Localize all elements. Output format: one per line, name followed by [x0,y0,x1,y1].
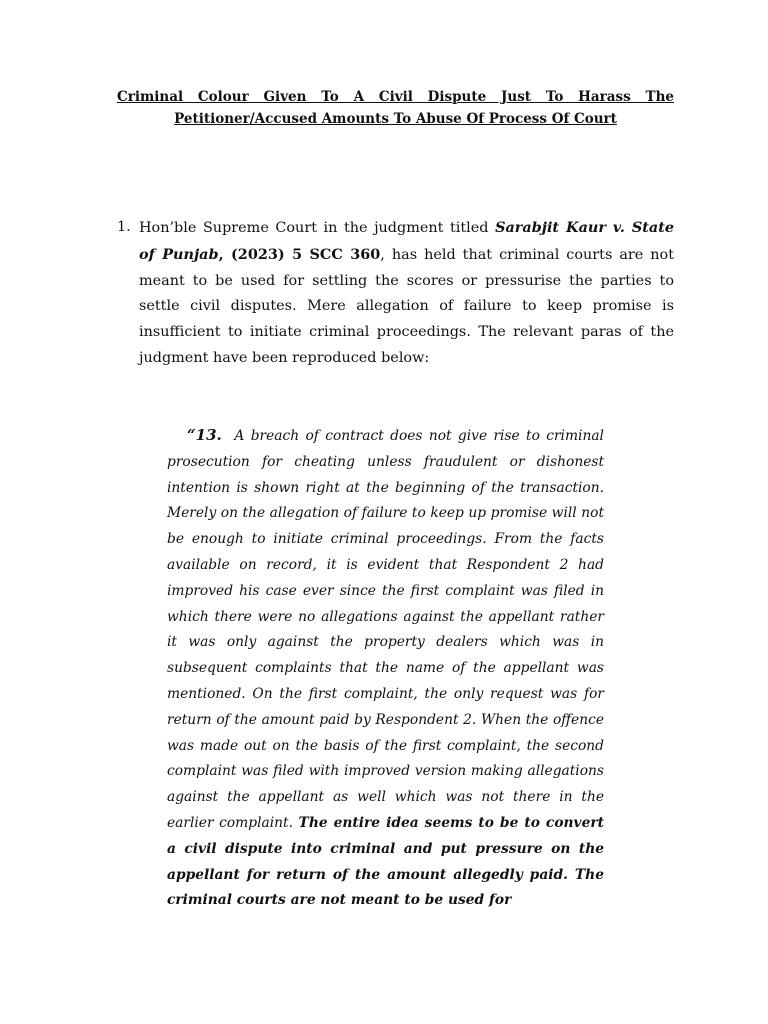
paragraph-body: , has held that criminal courts are not meant to be used for settling the scores or pressurise the parties to settle civil disputes. Mere allegation of failure to keep promise is insufficient to initiate criminal proceedings. The relevant paras of the judgment have been reproduced below: [139,246,674,366]
case-citation: (2023) 5 SCC 360 [231,245,381,263]
paragraph-text [139,215,674,372]
quote-para-number [187,426,222,444]
quote-text: A breach of contract does not give rise to criminal prosecution for cheating unless fraudulent or dishonest intention is shown right at the beginning of the transaction. Merely on the allegation of failure to keep up promise will not be enough to initiate criminal proceedings. From the facts available on record, it is evident that Respondent 2 had improved his case ever since the first complaint was filed in which there were no allegations against the appellant rather it was only against the property dealers which was in subsequent complaints that the name of the appellant was mentioned. On the first complaint, the only request was for return of the amount paid by Respondent 2. When the offence was made out on the basis of the first complaint, the second complaint was filed with improved version making allegations against the appellant as well which was not there in the earlier complaint. [167,428,604,831]
document-heading [117,86,674,130]
numbered-paragraph-1 [117,215,674,372]
paragraph-number: 1. [117,219,131,235]
quote-para-number-text: “13. [187,426,222,444]
case-name: Sarabjit Kaur v. State of Punjab [139,219,674,263]
paragraph-intro: Hon’ble Supreme Court in the judgment titled [139,220,496,236]
citation-separator: , [218,245,231,263]
heading-line-2: Petitioner/Accused Amounts To Abuse Of Process Of Court [174,111,617,127]
block-quote [167,423,604,914]
quote-emphasis: The entire idea seems to be to convert a civil dispute into criminal and put pressure on the appellant for return of the amount allegedly paid. The criminal courts are not meant to be used for [167,814,604,909]
heading-line-1: Criminal Colour Given To A Civil Dispute Just To Harass The [117,89,674,105]
